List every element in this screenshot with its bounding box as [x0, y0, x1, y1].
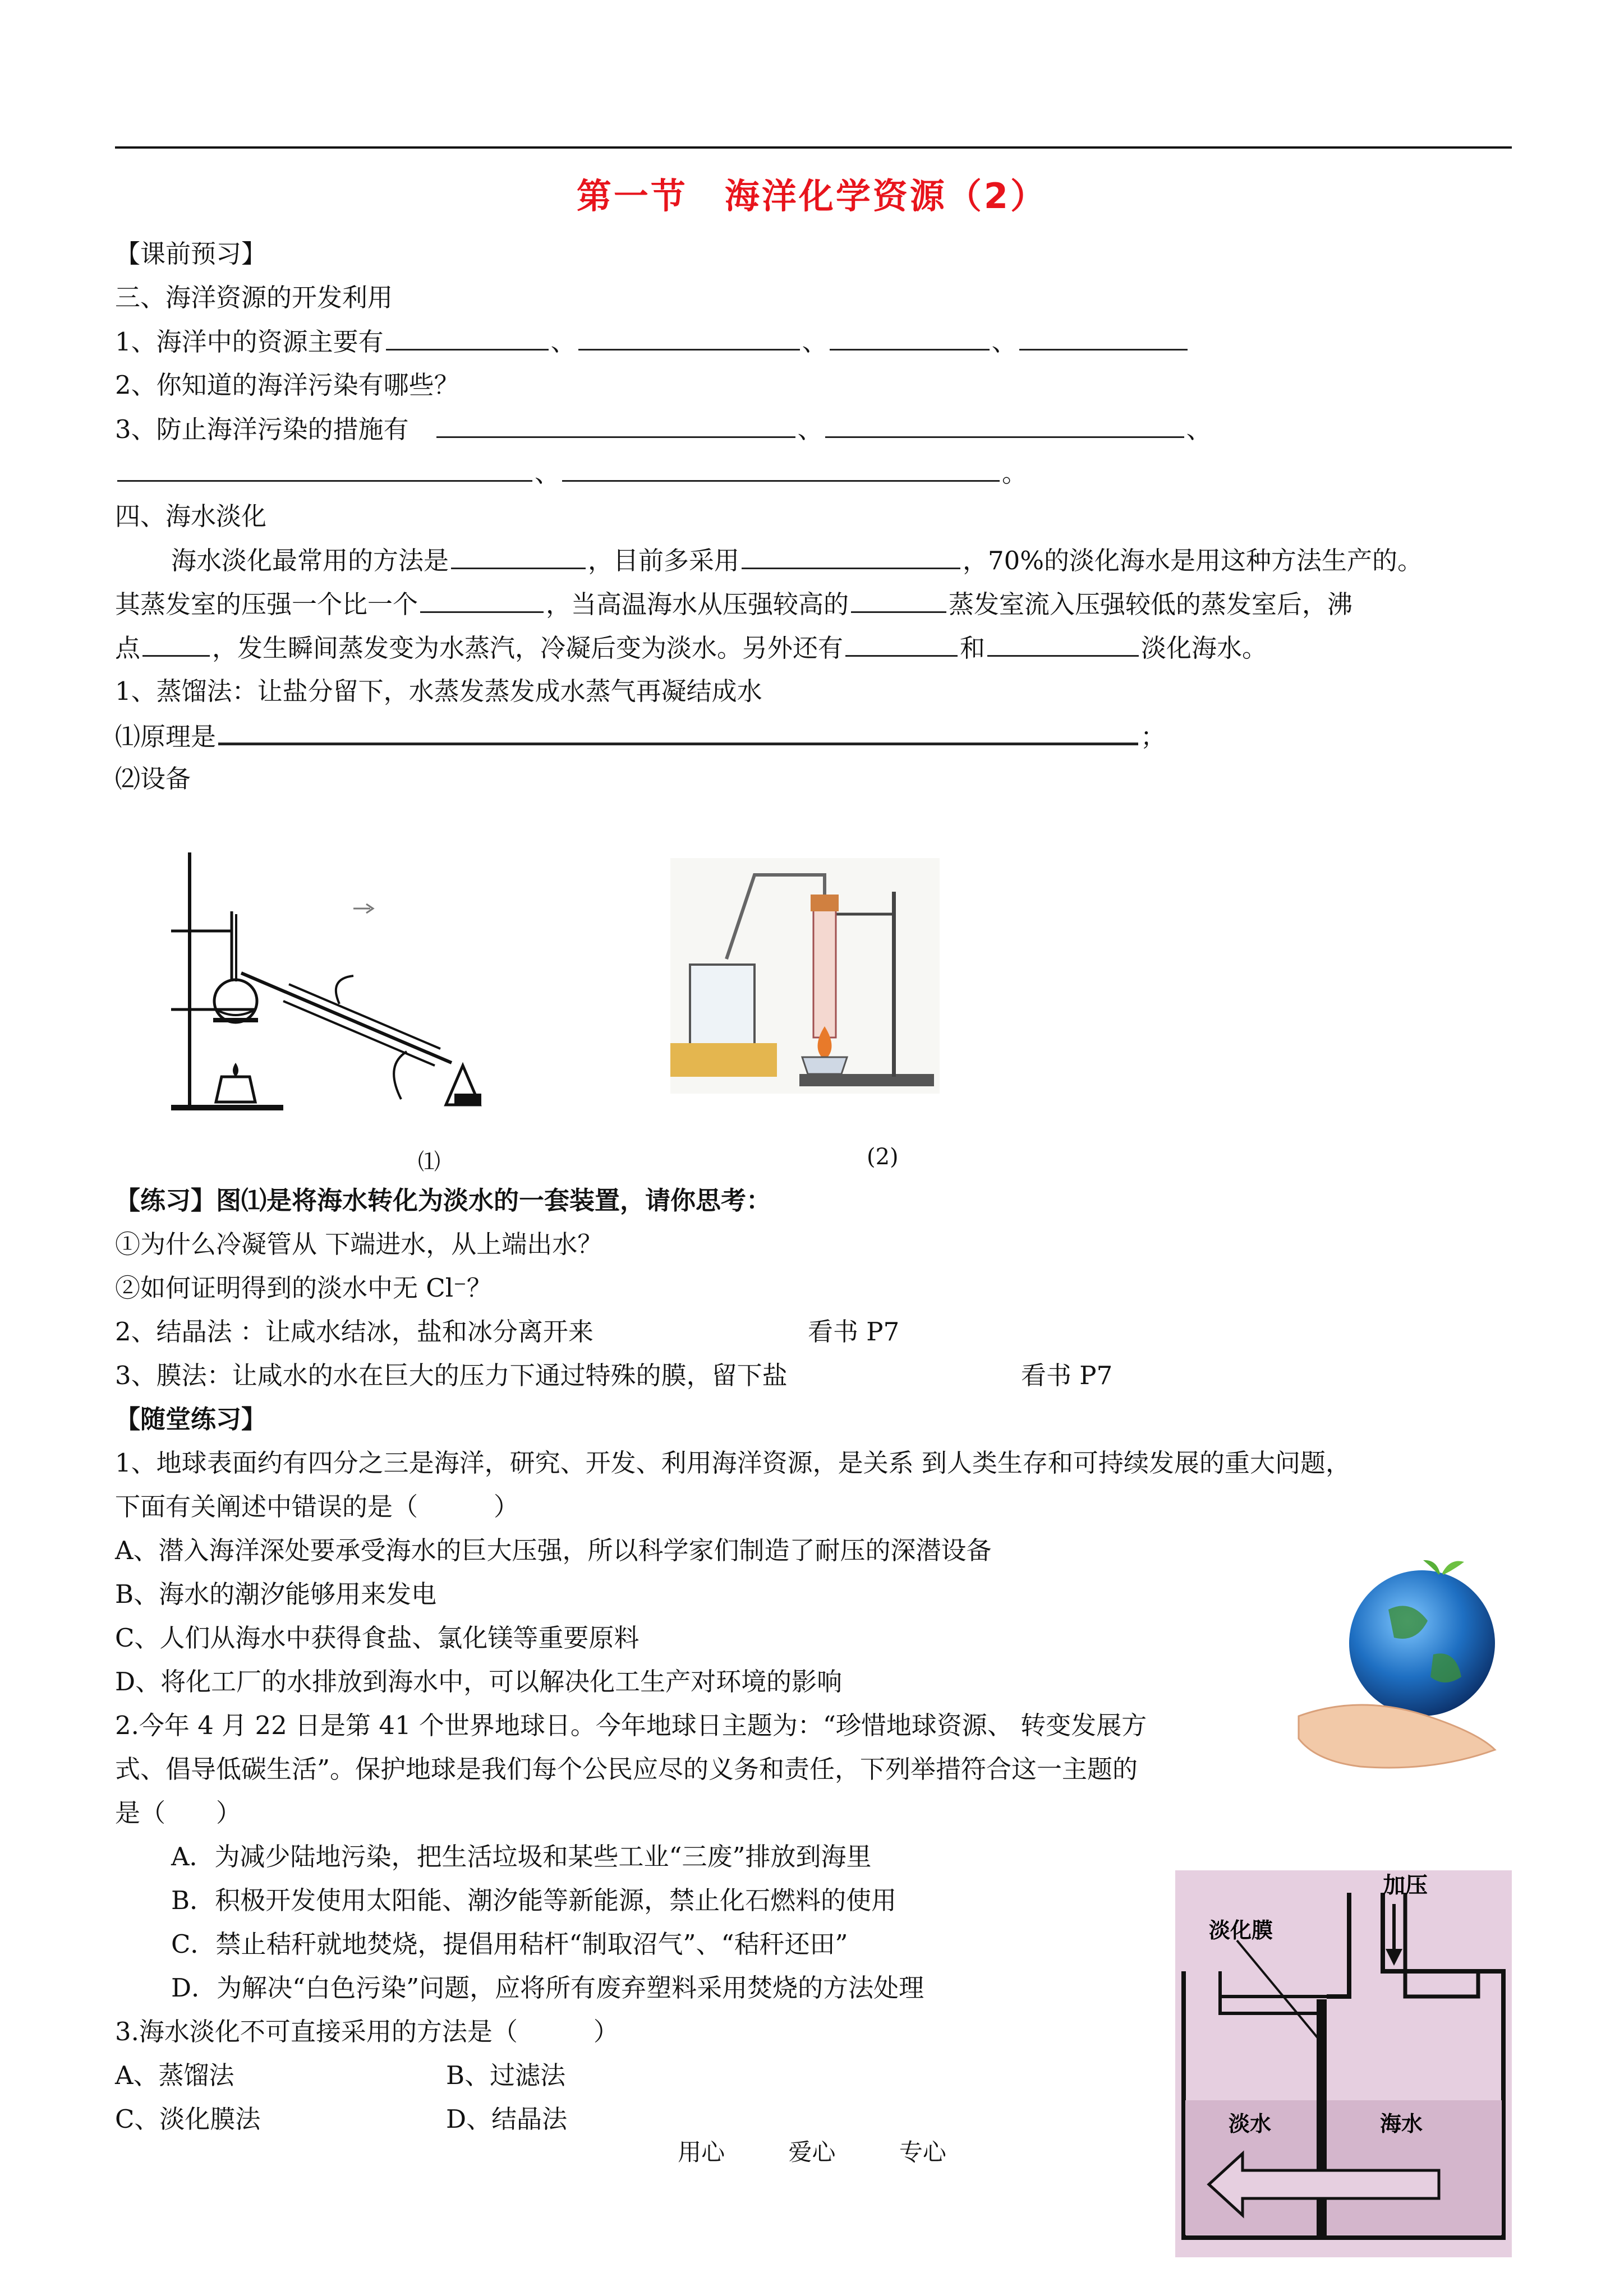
collected-water: [454, 1094, 481, 1105]
membrane-bar: [1317, 1999, 1327, 2238]
globe-icon: [1349, 1570, 1495, 1716]
text-span: 和: [960, 633, 986, 663]
condenser-jacket-bottom: [283, 1001, 435, 1066]
page-title: 第一节 海洋化学资源（2）: [576, 176, 1048, 216]
class-q2-line-2: 式、倡导低碳生活”。保护地球是我们每个公民应尽的义务和责任，下列举措符合这一主题的: [115, 1754, 1138, 1784]
preview-header: 【课前预习】: [115, 239, 267, 269]
stand-rod: [188, 852, 191, 1106]
answer-blank[interactable]: [1019, 324, 1188, 351]
block-stand: [670, 1043, 777, 1077]
stopper: [811, 895, 839, 911]
text-span: 海水淡化最常用的方法是: [171, 546, 449, 575]
footer-word: 爱心: [788, 2138, 836, 2166]
figure-1-caption: ⑴: [418, 1149, 440, 1175]
answer-blank[interactable]: [142, 630, 210, 657]
earth-in-hands-image: [1293, 1548, 1512, 1772]
sea-water-label: 海水: [1380, 2111, 1423, 2136]
class-q1-option-d[interactable]: D、将化工厂的水排放到海水中，可以解决化工生产对环境的影响: [115, 1667, 843, 1696]
figure-2-caption: (2): [867, 1144, 899, 1170]
text-span: 淡化海水。: [1141, 633, 1268, 663]
question-1-text: 1、海洋中的资源主要有: [115, 327, 384, 357]
desal-paragraph-line-2: [115, 587, 1352, 622]
desal-paragraph-line-3: [115, 630, 1267, 666]
answer-blank[interactable]: [562, 455, 1000, 482]
class-q3: 3.海水淡化不可直接采用的方法是（ ）: [115, 2017, 619, 2046]
membrane-method: 3、膜法：让咸水的水在巨大的压力下通过特殊的膜，留下盐: [115, 1361, 788, 1390]
desal-paragraph-line-1: [171, 543, 1423, 578]
question-1: 1、海洋中的资源主要有 、 、 、: [115, 324, 1190, 359]
class-q3-option-b[interactable]: B、过滤法: [446, 2060, 566, 2090]
text-span: ，70%的淡化海水是用这种方法生产的。: [963, 546, 1423, 575]
class-q2-line-3: 是（ ）: [115, 1798, 242, 1828]
class-q2-option-c[interactable]: C．禁止秸秆就地焚烧，提倡用秸杆“制取沼气”、“秸秆还田”: [171, 1929, 848, 1959]
answer-blank[interactable]: [420, 587, 544, 613]
answer-blank[interactable]: [386, 324, 549, 351]
class-q1-option-a[interactable]: A、潜入海洋深处要承受海水的巨大压强，所以科学家们制造了耐压的深潜设备: [115, 1536, 992, 1565]
text-span: ，发生瞬间蒸发变为水蒸汽，冷凝后变为淡水。另外还有: [212, 633, 844, 663]
answer-blank[interactable]: [117, 455, 532, 482]
text-span: 其蒸发室的压强一个比一个: [115, 589, 418, 619]
class-q1-line-2: 下面有关阐述中错误的是（ ）: [115, 1492, 519, 1522]
class-q1-option-b[interactable]: B、海水的潮汐能够用来发电: [115, 1579, 437, 1609]
answer-blank[interactable]: [987, 630, 1139, 657]
footer-word: 专心: [899, 2138, 946, 2166]
answer-blank[interactable]: [830, 324, 990, 351]
practice-question-2: ②如何证明得到的淡水中无 Cl⁻？: [115, 1273, 492, 1303]
beaker: [690, 965, 755, 1049]
class-q2-option-d[interactable]: D．为解决“白色污染”问题，应将所有废弃塑料采用焚烧的方法处理: [171, 1973, 924, 2003]
class-q1-line-1: 1、地球表面约有四分之三是海洋，研究、开发、利用海洋资源，是关系 到人类生存和可持续发展的重大问题，: [115, 1448, 1351, 1478]
crystallization-method: 2、结晶法 ：让咸水结冰，盐和冰分离开来: [115, 1317, 594, 1347]
class-q2-option-a[interactable]: A．为减少陆地污染，把生活垃圾和某些工业“三废”排放到海里: [171, 1842, 872, 1871]
pressure-label: 加压: [1383, 1873, 1428, 1898]
section-3-heading: 三、海洋资源的开发利用: [115, 283, 393, 312]
class-practice-header: 【随堂练习】: [115, 1404, 267, 1434]
alcohol-lamp: [802, 1057, 847, 1074]
membrane-label: 淡化膜: [1209, 1918, 1273, 1943]
gauze: [213, 1018, 258, 1022]
alcohol-lamp: [216, 1077, 255, 1102]
class-q3-option-d[interactable]: D、结晶法: [446, 2104, 568, 2134]
answer-blank[interactable]: [578, 324, 800, 351]
class-q3-option-c[interactable]: C、淡化膜法: [115, 2104, 261, 2134]
answer-blank[interactable]: [825, 412, 1184, 438]
distillation-heading: 1、蒸馏法：让盐分留下，水蒸发蒸发成水蒸气再凝结成水: [115, 676, 762, 706]
answer-blank[interactable]: [436, 412, 795, 438]
text-span: ，目前多采用: [588, 546, 740, 575]
class-q3-option-a[interactable]: A、蒸馏法: [115, 2060, 234, 2090]
distillation-apparatus-figure: [160, 841, 519, 1116]
test-tube: [813, 909, 836, 1038]
text-span: ；: [1140, 722, 1166, 751]
water-in-tube: [394, 1052, 407, 1099]
equipment-label: ⑵设备: [115, 764, 191, 794]
class-q1-option-c[interactable]: C、人们从海水中获得食盐、氯化镁等重要原料: [115, 1623, 640, 1653]
condenser-jacket-top: [289, 984, 440, 1049]
practice-header: 【练习】图⑴是将海水转化为淡水的一套装置，请你思考：: [115, 1186, 772, 1215]
class-q2-option-b[interactable]: B．积极开发使用太阳能、潮汐能等新能源，禁止化石燃料的使用: [171, 1885, 897, 1915]
text-span: ⑴原理是: [115, 722, 217, 751]
question-3-continued: 、 。: [115, 455, 1027, 491]
footer-word: 用心: [678, 2138, 725, 2166]
answer-blank[interactable]: [845, 630, 958, 657]
header-rule: [115, 146, 1512, 149]
section-4-heading: 四、海水淡化: [115, 501, 267, 531]
lamp-flame: [233, 1063, 238, 1077]
fresh-water-label: 淡水: [1229, 2111, 1272, 2136]
question-3-text: 3、防止海洋污染的措施有: [115, 414, 409, 444]
condenser-inner: [241, 973, 452, 1063]
stand-rod: [892, 892, 896, 1077]
stand-base: [799, 1074, 934, 1086]
book-reference: 看书 P7: [1021, 1361, 1113, 1390]
question-2: 2、你知道的海洋污染有哪些？: [115, 370, 459, 400]
membrane-desalination-diagram: [1175, 1870, 1512, 2257]
book-reference: 看书 P7: [808, 1317, 900, 1347]
text-span: 点: [115, 633, 141, 663]
water-out-tube: [336, 976, 353, 1004]
simple-distillation-figure: [670, 858, 940, 1094]
text-span: ，当高温海水从压强较高的: [546, 589, 849, 619]
answer-blank[interactable]: [218, 718, 1138, 745]
answer-blank[interactable]: [851, 587, 946, 613]
text-span: 蒸发室流入压强较低的蒸发室后，沸: [949, 589, 1353, 619]
principle-line: [115, 718, 1166, 754]
answer-blank[interactable]: [451, 543, 586, 569]
question-3: 3、防止海洋污染的措施有 、 、: [115, 412, 1212, 447]
class-q2-line-1: 2.今年 4 月 22 日是第 41 个世界地球日。今年地球日主题为：“珍惜地球资源、 转变发展方: [115, 1711, 1147, 1740]
answer-blank[interactable]: [742, 543, 960, 569]
page-footer: [0, 2134, 1624, 2168]
practice-question-1: ①为什么冷凝管从 下端进水，从上端出水？: [115, 1229, 603, 1259]
